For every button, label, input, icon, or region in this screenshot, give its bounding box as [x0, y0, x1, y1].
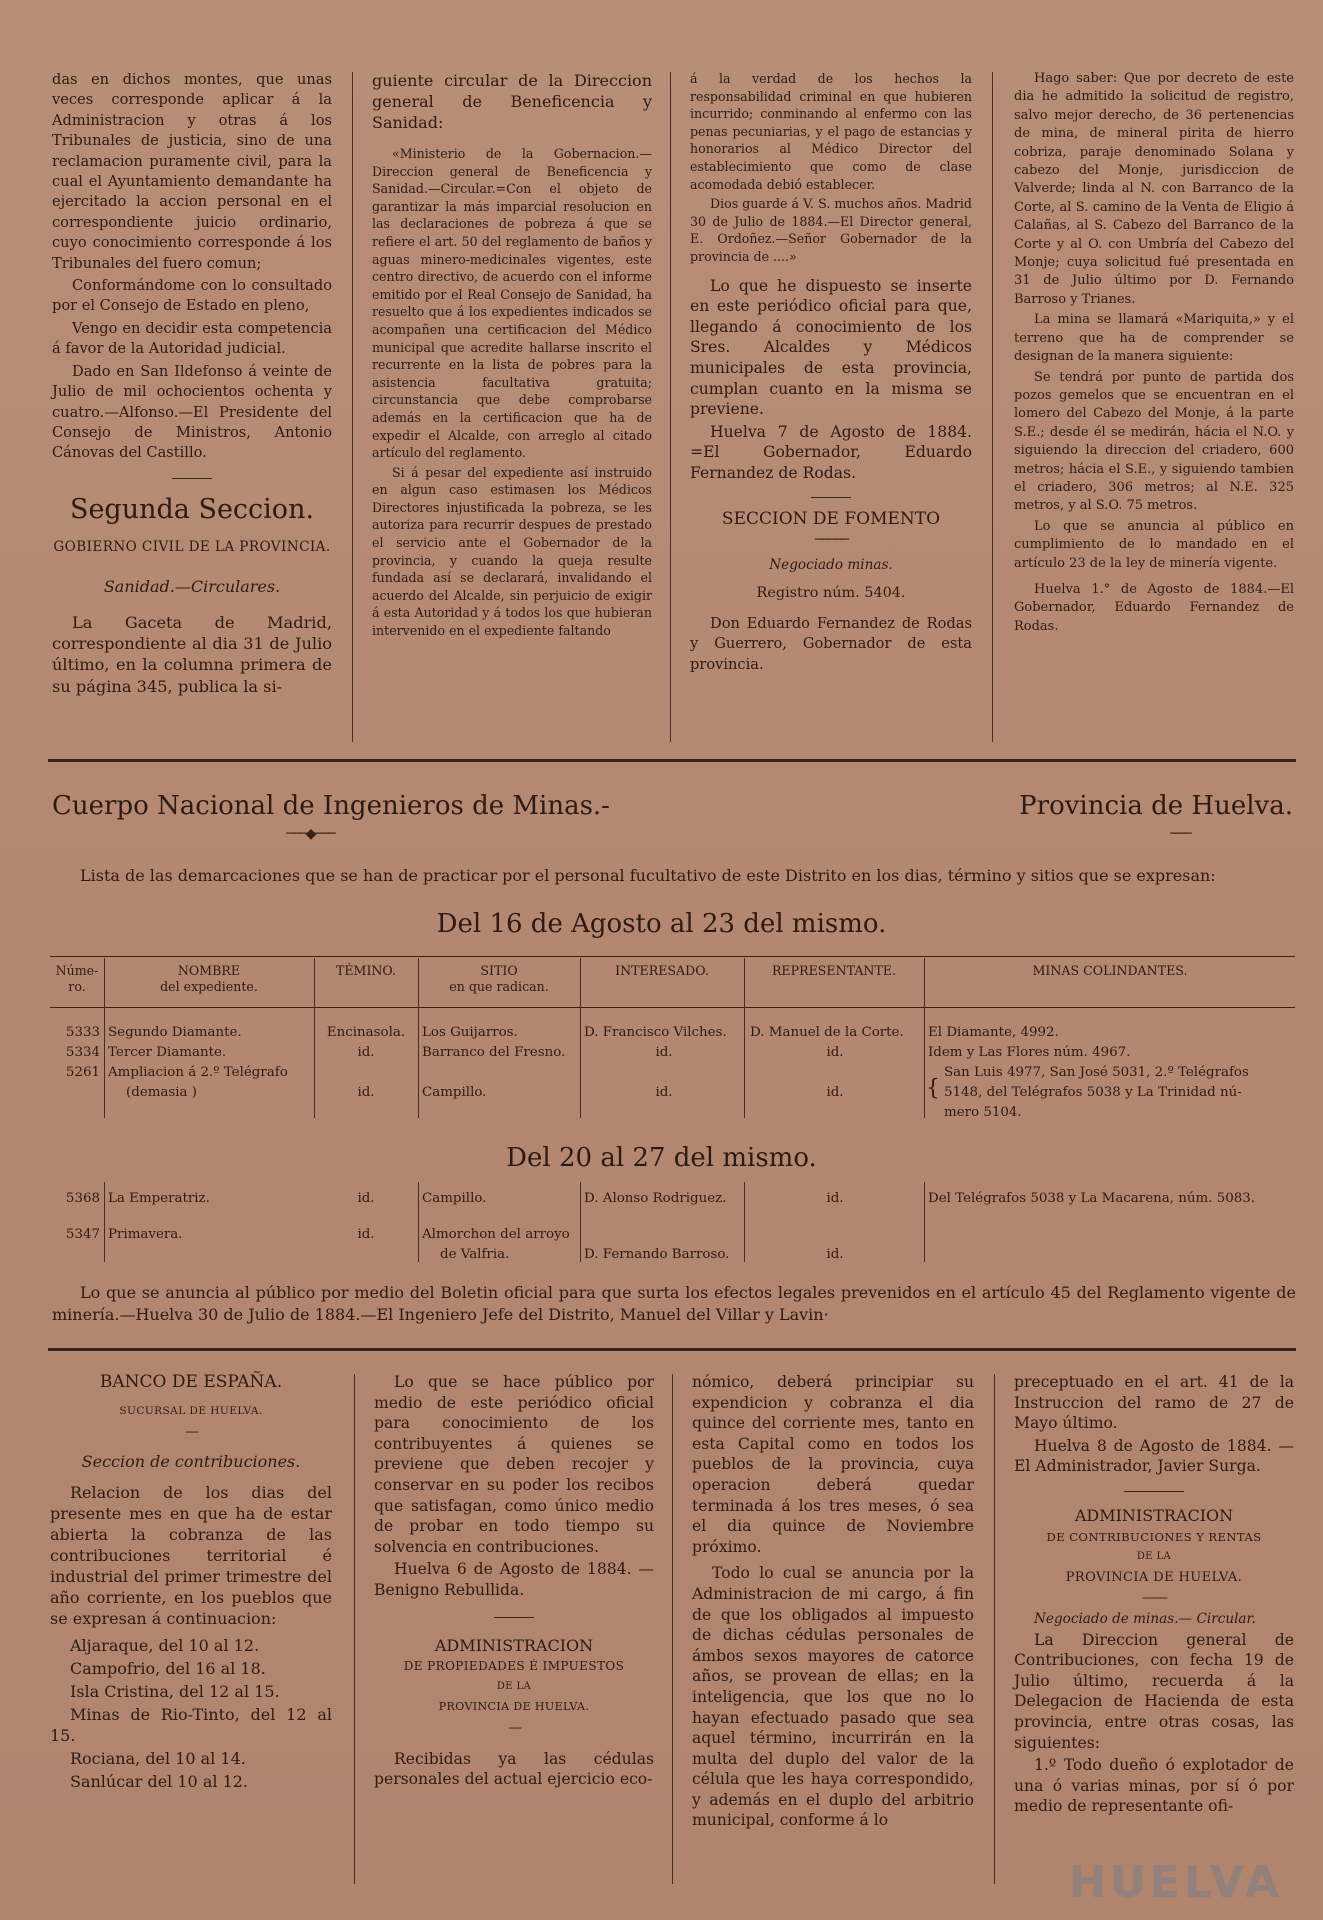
- cell-sitio-extra: de Valfria.: [440, 1247, 510, 1262]
- paragraph: nómico, deberá principiar su expendicion y cobranza el dia quince del corriente mes, tanto en esta Capital como en todos los pueblos de la provincia, cuya operacion deberá quedar terminada á los tres meses, ó sea el dia quince de Noviembre próximo.: [692, 1373, 974, 1556]
- cell-representante: id.: [826, 1247, 844, 1262]
- cell-num: 5334: [65, 1045, 100, 1060]
- cell-nombre-extra: (demasia ): [126, 1085, 198, 1100]
- minas-title-right: Provincia de Huelva.: [1019, 791, 1293, 821]
- brace: {: [926, 1076, 940, 1101]
- ornament: ───◆───: [286, 826, 334, 842]
- fomento-sub: Negociado minas.: [769, 556, 893, 573]
- table-col-rule: [418, 1182, 419, 1262]
- paragraph: guiente circular de la Direccion general de Beneficencia y Sanidad:: [372, 71, 652, 132]
- paragraph: La Gaceta de Madrid, correspondiente al dia 31 de Julio último, en la columna primera de su página 345, publica la si-: [52, 612, 332, 696]
- divider: [811, 497, 851, 498]
- paragraph: á la verdad de los hechos la responsabilidad criminal en que hubieren incurrido; conminando al enfermo con las penas pecuniarias, y el pago de estancias y honorarios al Médico Director del establecimiento que como de clase acomodada debió establecer.: [690, 71, 972, 192]
- list-item: Aljaraque, del 10 al 12.: [70, 1636, 260, 1655]
- cell-num: 5261: [65, 1065, 100, 1080]
- list-item: Rociana, del 10 al 14.: [70, 1749, 246, 1768]
- table-col-rule: [744, 1182, 745, 1262]
- minas-closing: Lo que se anuncia al público por medio del Boletin oficial para que surta los efectos legales prevenidos en el artículo 45 del Reglamento vigente de minería.—Huelva 30 de Julio de 1884.—El Ingeniero Jefe del Distrito, Manuel del Villar y Lavin·: [52, 1283, 1296, 1324]
- header-nombre: [104, 963, 314, 995]
- cell-nombre: Ampliacion á 2.º Telégrafo: [108, 1065, 288, 1080]
- paragraph: Lo que se hace público por medio de este periódico oficial para conocimiento de los contribuyentes á quienes se previene que deben recojer y conservar en su poder los recibos que satisfagan, como único medio de probar en todo tiempo su solvencia en contribuciones.: [374, 1373, 654, 1556]
- cell-representante: id.: [826, 1191, 844, 1206]
- table-col-rule: [314, 958, 315, 1118]
- paragraph: La Direccion general de Contribuciones, con fecha 19 de Julio último, recuerda á la Delegacion de Hacienda de esta provincia, entre otras cosas, las siguientes:: [1014, 1630, 1294, 1752]
- paragraph: «Ministerio de la Gobernacion.—Direccion general de Beneficencia y Sanidad.—Circular.=Con el objeto de garantizar la más imparcial resolucion en las declaraciones de pobreza á que se refiere el art. 50 del reglamento de baños y aguas minero-medicinales vigentes, este centro directivo, de acuerdo con el informe emitido por el Real Consejo de Sanidad, ha resuelto que á los expedientes indicados se acompañen una certificacion del Médico municipal que acredite hallarse inscrito el recurrente en la lista de pobres para la asistencia facultativa gratuita; circunstancia que debe comprobarse además en la certificacion que ha de expedir el Alcalde, con arreglo al citado artículo del reglamento.: [372, 146, 652, 461]
- list-item: Isla Cristina, del 12 al 15.: [70, 1682, 280, 1701]
- column-rule: [670, 72, 671, 742]
- date-range-2: Del 20 al 27 del mismo.: [506, 1143, 817, 1173]
- list-item: Campofrio, del 16 al 18.: [70, 1659, 266, 1678]
- signature: Huelva 7 de Agosto de 1884. =El Gobernador, Eduardo Fernandez de Rodas.: [690, 422, 972, 482]
- list-item: Minas de Rio-Tinto, del 12 al 15.: [50, 1705, 332, 1745]
- ornament: ─────: [814, 532, 848, 549]
- cell-colindantes: 5148, del Telégrafos 5038 y La Trinidad nú-: [944, 1085, 1242, 1100]
- table-col-rule: [580, 958, 581, 1118]
- negociado: Negociado de minas.— Circular.: [1034, 1610, 1256, 1627]
- paragraph: das en dichos montes, que unas veces corresponde aplicar á la Administracion y otras á los Tribunales de justicia, sino de una reclamacion puramente civil, para la cual el Ayuntamiento demandante ha ejercitado la accion personal en el correspondiente juicio ordinario, cuyo conocimiento corresponde á los Tribunales del fuero comun;: [52, 71, 332, 272]
- header-text: NOMBRE: [177, 963, 241, 978]
- cell-termino: id.: [357, 1191, 375, 1206]
- cell-sitio: Almorchon del arroyo: [422, 1227, 570, 1242]
- top-column-4: [1014, 70, 1294, 638]
- cell-termino: Encinasola.: [326, 1025, 406, 1040]
- table-col-rule: [580, 1182, 581, 1262]
- cell-colindantes: Del Telégrafos 5038 y La Macarena, núm. 5083.: [928, 1191, 1256, 1206]
- cell-colindantes: Idem y Las Flores núm. 4967.: [928, 1045, 1131, 1060]
- paragraph: Si á pesar del expediente así instruido en algun caso estimasen los Médicos Directores injustificada la pobreza, se les autoriza para recurrir despues de prestado el servicio ante el Gobernador de la provincia, y cuando la queja resulte fundada así se declarará, invalidando el acuerdo del Alcalde, sin perjuicio de exigir á esta Autoridad y á todos los que hubieran intervenido en el expediente faltando: [372, 464, 652, 639]
- top-column-3: [690, 70, 972, 677]
- header-termino: TÉMINO.: [335, 963, 397, 978]
- cell-representante: id.: [826, 1045, 844, 1060]
- cell-num: 5347: [65, 1227, 100, 1242]
- bottom-column-1: [50, 1372, 332, 1794]
- cell-termino: id.: [357, 1045, 375, 1060]
- header-text: Núme-: [55, 963, 99, 978]
- paragraph: Se tendrá por punto de partida dos pozos gemelos que se encuentran en el lomero del Cabezo del Monje, á la parte S.E.; desde él se medirán, hácia el N.O. y siguiendo la direccion del criadero, 600 metros; hácia el S.E., y siguiendo tambien el criadero, 306 metros; al N.E. 325 metros, y al S.O. 75 metros.: [1014, 369, 1294, 514]
- adm-title: ADMINISTRACION: [1074, 1505, 1234, 1525]
- cell-nombre: Tercer Diamante.: [108, 1045, 227, 1060]
- header-sitio: [418, 963, 580, 995]
- minas-title-left: Cuerpo Nacional de Ingenieros de Minas.-: [52, 791, 610, 821]
- table-rule: [50, 1007, 1295, 1008]
- cell-interesado: D. Alonso Rodriguez.: [584, 1191, 727, 1206]
- column-rule: [672, 1374, 673, 1884]
- adm-sub: DE CONTRIBUCIONES Y RENTAS: [1046, 1529, 1262, 1544]
- registro: Registro núm. 5404.: [756, 585, 906, 602]
- paragraph: Relacion de los dias del presente mes en que ha de estar abierta la cobranza de las contribuciones territorial é industrial del primer trimestre del año corriente, en los pueblos que se expresan á continuacion:: [50, 1483, 332, 1628]
- cell-nombre: Segundo Diamante.: [108, 1025, 242, 1040]
- list-item: Sanlúcar del 10 al 12.: [70, 1772, 249, 1791]
- divider: [494, 1617, 534, 1618]
- cell-nombre: La Emperatriz.: [108, 1191, 210, 1206]
- table-col-rule: [104, 1182, 105, 1262]
- cell-colindantes: mero 5104.: [944, 1105, 1022, 1120]
- cell-colindantes: El Diamante, 4992.: [928, 1025, 1059, 1040]
- signature: Huelva 6 de Agosto de 1884. —Benigno Rebullida.: [374, 1560, 654, 1599]
- paragraph: Don Eduardo Fernandez de Rodas y Guerrero, Gobernador de esta provincia.: [690, 614, 972, 673]
- adm-sub: PROVINCIA DE HUELVA.: [1065, 1569, 1243, 1585]
- paragraph: La mina se llamará «Mariquita,» y el terreno que ha de comprender se designan de la manera siguiente:: [1014, 312, 1294, 365]
- cell-sitio: Los Guijarros.: [422, 1025, 518, 1040]
- paragraph: Dado en San Ildefonso á veinte de Julio de mil ochocientos ochenta y cuatro.—Alfonso.—El Presidente del Consejo de Ministros, Antonio Cánovas del Castillo.: [52, 362, 332, 462]
- header-text: en que radican.: [449, 979, 549, 994]
- cell-interesado: D. Fernando Barroso.: [584, 1247, 730, 1262]
- cell-sitio: Campillo.: [422, 1191, 487, 1206]
- header-interesado: INTERESADO.: [615, 963, 709, 978]
- section-title: Segunda Seccion.: [69, 493, 315, 525]
- cell-num: 5333: [65, 1025, 100, 1040]
- section-rule: [48, 759, 1296, 762]
- paragraph: 1.º Todo dueño ó explotador de una ó varias minas, por sí ó por medio de representante ofi-: [1014, 1756, 1294, 1816]
- cell-sitio: Barranco del Fresno.: [422, 1045, 566, 1060]
- banco-sub: SUCURSAL DE HUELVA.: [119, 1405, 263, 1417]
- header-text: ro.: [68, 979, 86, 994]
- divider: [1124, 1491, 1184, 1492]
- cell-interesado: id.: [655, 1085, 673, 1100]
- adm-title: ADMINISTRACION: [434, 1635, 594, 1655]
- header-numero: [50, 963, 104, 995]
- top-column-2: [372, 70, 652, 642]
- ornament: ───: [1170, 826, 1190, 842]
- bottom-column-4: [1014, 1372, 1294, 1819]
- table-rule: [50, 956, 1295, 957]
- top-column-1: [52, 70, 332, 699]
- adm-sub: DE LA: [496, 1680, 532, 1692]
- huelva-watermark: HUELVA: [1069, 1857, 1283, 1908]
- bottom-column-3: [692, 1372, 974, 1833]
- ornament: —: [508, 1719, 520, 1736]
- ornament: —: [185, 1424, 197, 1440]
- column-rule: [354, 1374, 355, 1884]
- column-rule: [352, 72, 353, 742]
- signature: Huelva 1.° de Agosto de 1884.—El Gobernador, Eduardo Fernandez de Rodas.: [1014, 581, 1294, 634]
- cell-interesado: D. Francisco Vilches.: [584, 1025, 727, 1040]
- cell-colindantes: San Luis 4977, San José 5031, 2.º Telégrafos: [944, 1065, 1249, 1080]
- bottom-column-2: [374, 1372, 654, 1792]
- paragraph: Vengo en decidir esta competencia á favor de la Autoridad judicial.: [52, 319, 332, 358]
- paragraph: Hago saber: Que por decreto de este dia he admitido la solicitud de registro, salvo mejor derecho, de 36 pertenencias de mina, de mineral pirita de hierro cobriza, paraje denominado Solana y cabezo del Monje, jurisdiccion de Valverde; linda al N. con Barranco de la Corte, al S. camino de la Venta de Eligio á Calañas, al S. Cabezo del Barranco de la Corte y al O. con Umbría del Cabezo del Monje; cuya solicitud fué presentada en 31 de Julio último por D. Fernando Barroso y Trianes.: [1014, 71, 1294, 307]
- paragraph: Recibidas ya las cédulas personales del actual ejercicio eco-: [374, 1749, 654, 1789]
- table-col-rule: [924, 1182, 925, 1262]
- cell-representante: id.: [826, 1085, 844, 1100]
- divider: [172, 478, 212, 479]
- cell-representante: D. Manuel de la Corte.: [750, 1025, 904, 1040]
- gov-heading: GOBIERNO CIVIL DE LA PROVINCIA.: [53, 538, 331, 555]
- section-rule: [48, 1348, 1296, 1351]
- cell-nombre: Primavera.: [108, 1227, 183, 1242]
- table-col-rule: [744, 958, 745, 1118]
- paragraph: Todo lo cual se anuncia por la Administracion de mi cargo, á fin de que los obligados al impuesto de dichas cédulas personales de ámbos sexos mayores de catorce años, se provean de ellas; en la inteligencia, que los que no lo hayan efectuado pasado que sea aquel término, incurrirán en la multa del duplo del valor de la célula que les haya correspondido, y además en el duplo del arbitrio municipal, conforme á lo: [692, 1564, 974, 1830]
- paragraph: Dios guarde á V. S. muchos años. Madrid 30 de Julio de 1884.—El Director general, E. Ordoñez.—Señor Gobernador de la provincia de ....»: [690, 196, 972, 264]
- banco-sec: Seccion de contribuciones.: [81, 1452, 301, 1471]
- cell-interesado: id.: [655, 1045, 673, 1060]
- header-representante: REPRESENTANTE.: [771, 963, 897, 978]
- paragraph: Lo que he dispuesto se inserte en este periódico oficial para que, llegando á conocimiento de los Sres. Alcaldes y Médicos municipales de esta provincia, cumplan cuanto en la misma se previene.: [690, 276, 972, 419]
- cell-num: 5368: [65, 1191, 100, 1206]
- adm-sub: DE LA: [1136, 1551, 1172, 1563]
- date-range-1: Del 16 de Agosto al 23 del mismo.: [436, 909, 887, 939]
- column-rule: [992, 72, 993, 742]
- ornament: ——: [1142, 1590, 1166, 1607]
- adm-sub: DE PROPIEDADES É IMPUESTOS: [403, 1659, 625, 1674]
- table-col-rule: [924, 958, 925, 1118]
- cell-termino: id.: [357, 1085, 375, 1100]
- fomento-title: SECCION DE FOMENTO: [721, 509, 941, 530]
- adm-sub: PROVINCIA DE HUELVA.: [438, 1700, 590, 1714]
- subheading: Sanidad.—Circulares.: [103, 577, 281, 597]
- banco-title: BANCO DE ESPAÑA.: [99, 1372, 283, 1392]
- paragraph: Lo que se anuncia al público en cumplimiento de lo mandado en el artículo 23 de la ley de minería vigente.: [1014, 518, 1294, 571]
- header-text: SITIO: [480, 963, 518, 978]
- column-rule: [994, 1374, 995, 1884]
- cell-termino: id.: [357, 1227, 375, 1242]
- pueblos-list: [50, 1635, 332, 1792]
- header-text: del expediente.: [160, 979, 258, 994]
- signature: Huelva 8 de Agosto de 1884. — El Administrador, Javier Surga.: [1014, 1436, 1294, 1476]
- paragraph: Conformándome con lo consultado por el Consejo de Estado en pleno,: [52, 277, 332, 315]
- paragraph: preceptuado en el art. 41 de la Instruccion del ramo de 27 de Mayo último.: [1014, 1373, 1294, 1433]
- header-colindantes: MINAS COLINDANTES.: [1032, 963, 1188, 978]
- minas-intro: Lista de las demarcaciones que se han de practicar por el personal fucultativo de este Distrito en los dias, término y sitios que se expresan:: [80, 866, 1216, 885]
- cell-sitio: Campillo.: [422, 1085, 487, 1100]
